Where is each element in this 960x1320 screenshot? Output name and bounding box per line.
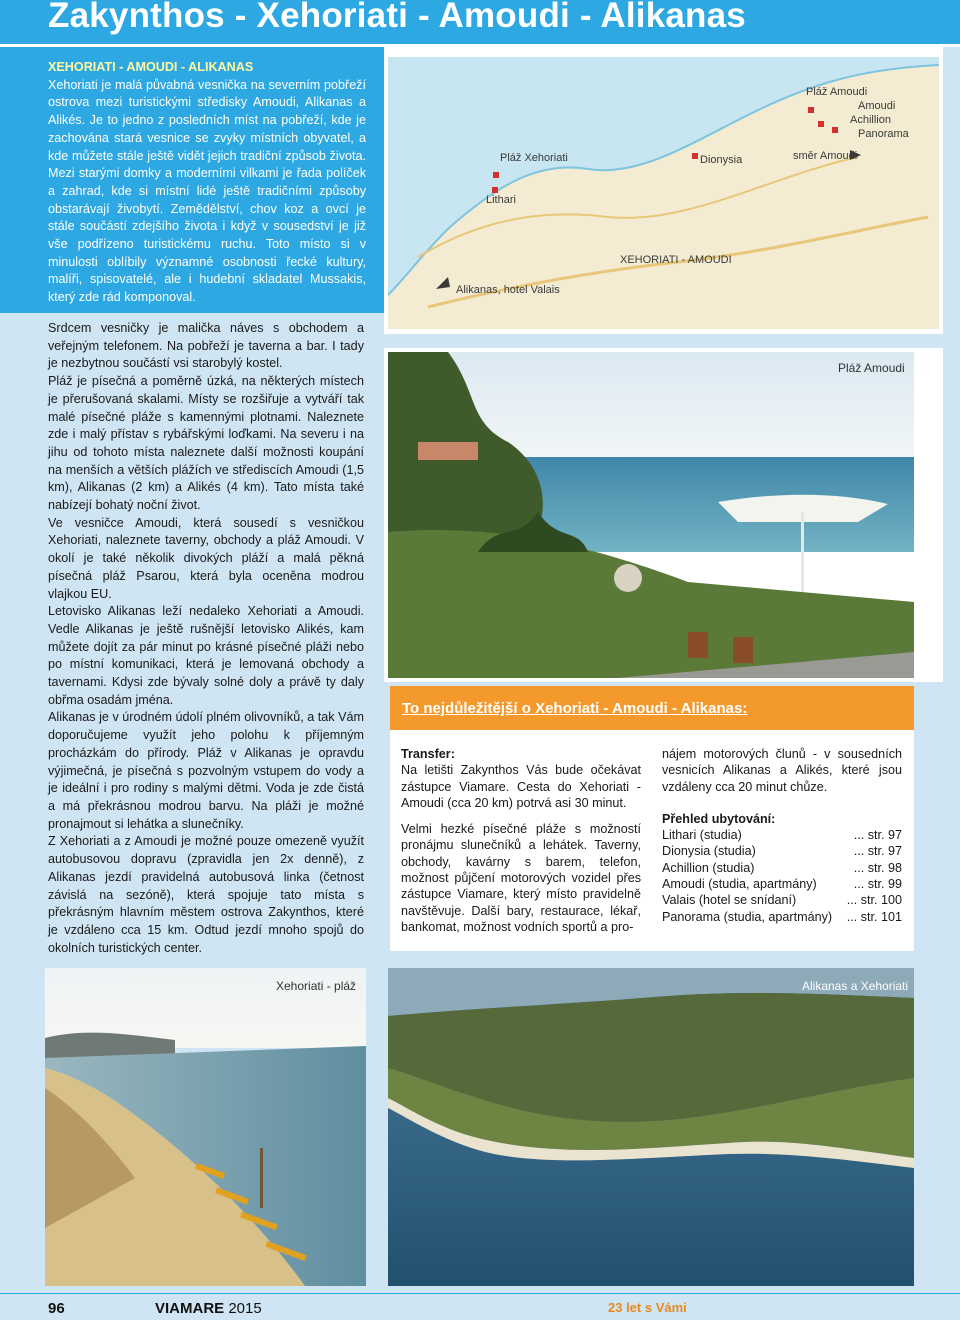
- map-label-alikanas-valais: Alikanas, hotel Valais: [456, 284, 560, 296]
- accommodation-row: [662, 909, 902, 925]
- key-info-column-left: [401, 746, 641, 935]
- map-marker: [692, 153, 698, 159]
- page-title: Zakynthos - Xehoriati - Amoudi - Alikanas: [48, 0, 746, 35]
- accommodation-page: ... str. 97: [853, 844, 902, 859]
- accommodation-row: [662, 827, 902, 843]
- footer-brand: [155, 1300, 262, 1317]
- accommodation-page: ... str. 101: [846, 909, 902, 924]
- map-label-plaz-xehoriati: Pláž Xehoriati: [500, 152, 568, 164]
- intro-heading: XEHORIATI - AMOUDI - ALIKANAS: [48, 60, 254, 74]
- photo-xehoriati-beach: [45, 968, 366, 1286]
- accommodation-page: ... str. 99: [853, 877, 902, 892]
- accommodation-row: [662, 860, 902, 876]
- accommodation-page: ... str. 98: [853, 860, 902, 875]
- photo-aerial-caption: Alikanas a Xehoriati: [802, 979, 909, 993]
- map-marker: [808, 107, 814, 113]
- key-info-box: [390, 686, 914, 951]
- footer-divider: [0, 1293, 960, 1294]
- intro-text-block: [0, 47, 384, 307]
- accommodation-name: Achillion (studia): [662, 860, 755, 875]
- photo-amoudi-caption: Pláž Amoudi: [838, 361, 905, 375]
- accommodation-page: ... str. 97: [853, 828, 902, 843]
- main-article-text: [48, 320, 364, 957]
- photo-amoudi-frame: [384, 348, 943, 682]
- map-frame: [384, 47, 943, 334]
- map-label-xehoriati-amoudi: XEHORIATI - AMOUDI: [620, 254, 732, 266]
- article-paragraph: Z Xehoriati a z Amoudi je možné pouze omezeně využít autobusovou dopravu (zpravidla jen 2x denně), z Alikanas jezdí pravidelná autobusová linka (četnost závislá na sezóně), která spojuje tato místa s překrásným hlavním městem ostrova Zakynthos, které je vzdáleno cca 15 km. Odtud jezdí mnoho spojů do okolních turistických center.: [48, 834, 364, 955]
- key-info-heading: To nejdůležitější o Xehoriati - Amoudi - Alikanas:: [402, 700, 748, 717]
- article-paragraph: Srdcem vesničky je malička náves s obchodem a veřejným telefonem. Na pobřeží je taverna a bar. I tady je nezbytnou součástí vsi starobylý kostel.: [48, 321, 364, 371]
- intro-text: Xehoriati je malá půvabná vesnička na severním pobřeží ostrova mezi turistickými středisky Amoudi, Alikanas a Alikés. Je to jedno z posledních míst na pobřeží, kde je zachována stará vesnice se zvyky místních obyvatel, a kde můžete stále ještě vidět jejich tradiční způsob života. Mezi starými domky a moderními vilkami je řada políček a zahrad, kde si místní lidé ještě tradičními způsoby obstarávají živobytí. Zemědělství, chov koz a ovcí je stále součástí zdejšího života i když v sousedství je již vše podřízeno turistickému ruchu. Toto místo si v minulosti oblíbily významné osobnosti řecké kultury, malíři, spisovatelé, ale i hudební skladatel Mussakis, který zde rád komponoval.: [48, 77, 366, 305]
- footer-tagline: 23 let s Vámi: [608, 1300, 687, 1315]
- accommodation-row: [662, 892, 902, 908]
- accommodation-name: Valais (hotel se snídaní): [662, 893, 797, 908]
- map-label-plaz-amoudi: Pláž Amoudi: [806, 86, 868, 98]
- accommodation-row: [662, 876, 902, 892]
- accommodation-name: Lithari (studia): [662, 828, 742, 843]
- page-number: 96: [48, 1300, 65, 1317]
- accommodation-page: ... str. 100: [846, 893, 902, 908]
- amenities-text-continued: nájem motorových člunů - v sousedních vesnicích Alikanas a Alikés, které jsou vzdáleny cca 20 minut chůze.: [662, 747, 902, 794]
- photo-amoudi: [388, 352, 914, 678]
- key-info-column-right: [662, 746, 902, 925]
- article-paragraph: Ve vesničce Amoudi, která sousedí s vesničkou Xehoriati, naleznete taverny, obchody a pláž Amoudi. V okolí je také několik divokých pláží a malá pěkná písečná pláž Psarou, která byla oceněna modrou vlajkou EU.: [48, 515, 364, 601]
- brand-name: VIAMARE: [155, 1300, 225, 1317]
- photo-aerial-alikanas: [388, 968, 914, 1286]
- area-map: [388, 57, 939, 329]
- map-label-smer-amoudi: směr Amoudi: [793, 150, 858, 162]
- article-paragraph: Alikanas je v úrodném údolí plném olivovníků, a tak Vám doporučujeme využít jeho polohu k příjemným procházkám do přírody. Pláž v Alikanas je opravdu výjimečná, je písečná s pozvolným vstupem do vody a je ideální i pro rodiny s malými dětmi. Voda je zde čistá a má překrásnou modrou barvu. Na pláži je možné pronajmout si lehátka a slunečníky.: [48, 710, 364, 831]
- brand-year: 2015: [224, 1300, 262, 1317]
- amenities-text: Velmi hezké písečné pláže s možností pronájmu slunečníků a lehátek. Taverny, obchody, kavárny s barem, telefon, možnost půjčení motorových vozidel přes zástupce Viamare, který místo pravidelně navštěvuje. Další bary, restaurace, lékař, bankomat, možnost vodních sportů a pro-: [401, 822, 641, 934]
- accommodation-name: Amoudi (studia, apartmány): [662, 877, 817, 892]
- article-paragraph: Letovisko Alikanas leží nedaleko Xehoriati a Amoudi. Vedle Alikanas je ještě rušnější letovisko Alikés, kam můžete dojít za pár minut po krásné písečné pláži nebo po místní komunikaci, která je lemovaná obchody a tavernami. Kdysi zde bývaly solné doly a právě ty daly obřma osadám jména.: [48, 604, 364, 707]
- map-label-amoudi: Amoudi: [858, 100, 896, 112]
- transfer-text: Na letišti Zakynthos Vás bude očekávat zástupce Viamare. Cesta do Xehoriati - Amoudi (cca 20 km) potrvá asi 30 minut.: [401, 763, 641, 810]
- photo-beach-caption: Xehoriati - pláž: [276, 979, 357, 993]
- key-info-heading-bar: [390, 686, 914, 730]
- map-label-panorama: Panorama: [858, 128, 909, 140]
- map-marker: [493, 172, 499, 178]
- accommodation-label: Přehled ubytování:: [662, 811, 776, 826]
- map-marker: [492, 187, 498, 193]
- accommodation-row: [662, 843, 902, 859]
- map-marker: [818, 121, 824, 127]
- map-label-dionysia: Dionysia: [700, 154, 743, 166]
- map-label-achillion: Achillion: [850, 114, 891, 126]
- accommodation-name: Panorama (studia, apartmány): [662, 909, 833, 924]
- map-marker: [832, 127, 838, 133]
- transfer-label: Transfer:: [401, 747, 455, 761]
- article-paragraph: Pláž je písečná a poměrně úzká, na některých místech je přerušovaná skalami. Místy se rozšiřuje a vytváří tak malé písečné pláže s kamennými plotnami. Naleznete zde i malý přístav s rybářskými loďkami. Na severu i na jihu od tohoto místa naleznete další možnosti koupání na menších a větších plážích ve střediscích Amoudi (1,5 km), Alikanas (2 km) a Alikés (4 km). Tato místa také nabízejí bohatý noční život.: [48, 374, 364, 513]
- accommodation-name: Dionysia (studia): [662, 844, 756, 859]
- intro-box: [0, 47, 384, 313]
- map-label-lithari: Lithari: [486, 194, 516, 206]
